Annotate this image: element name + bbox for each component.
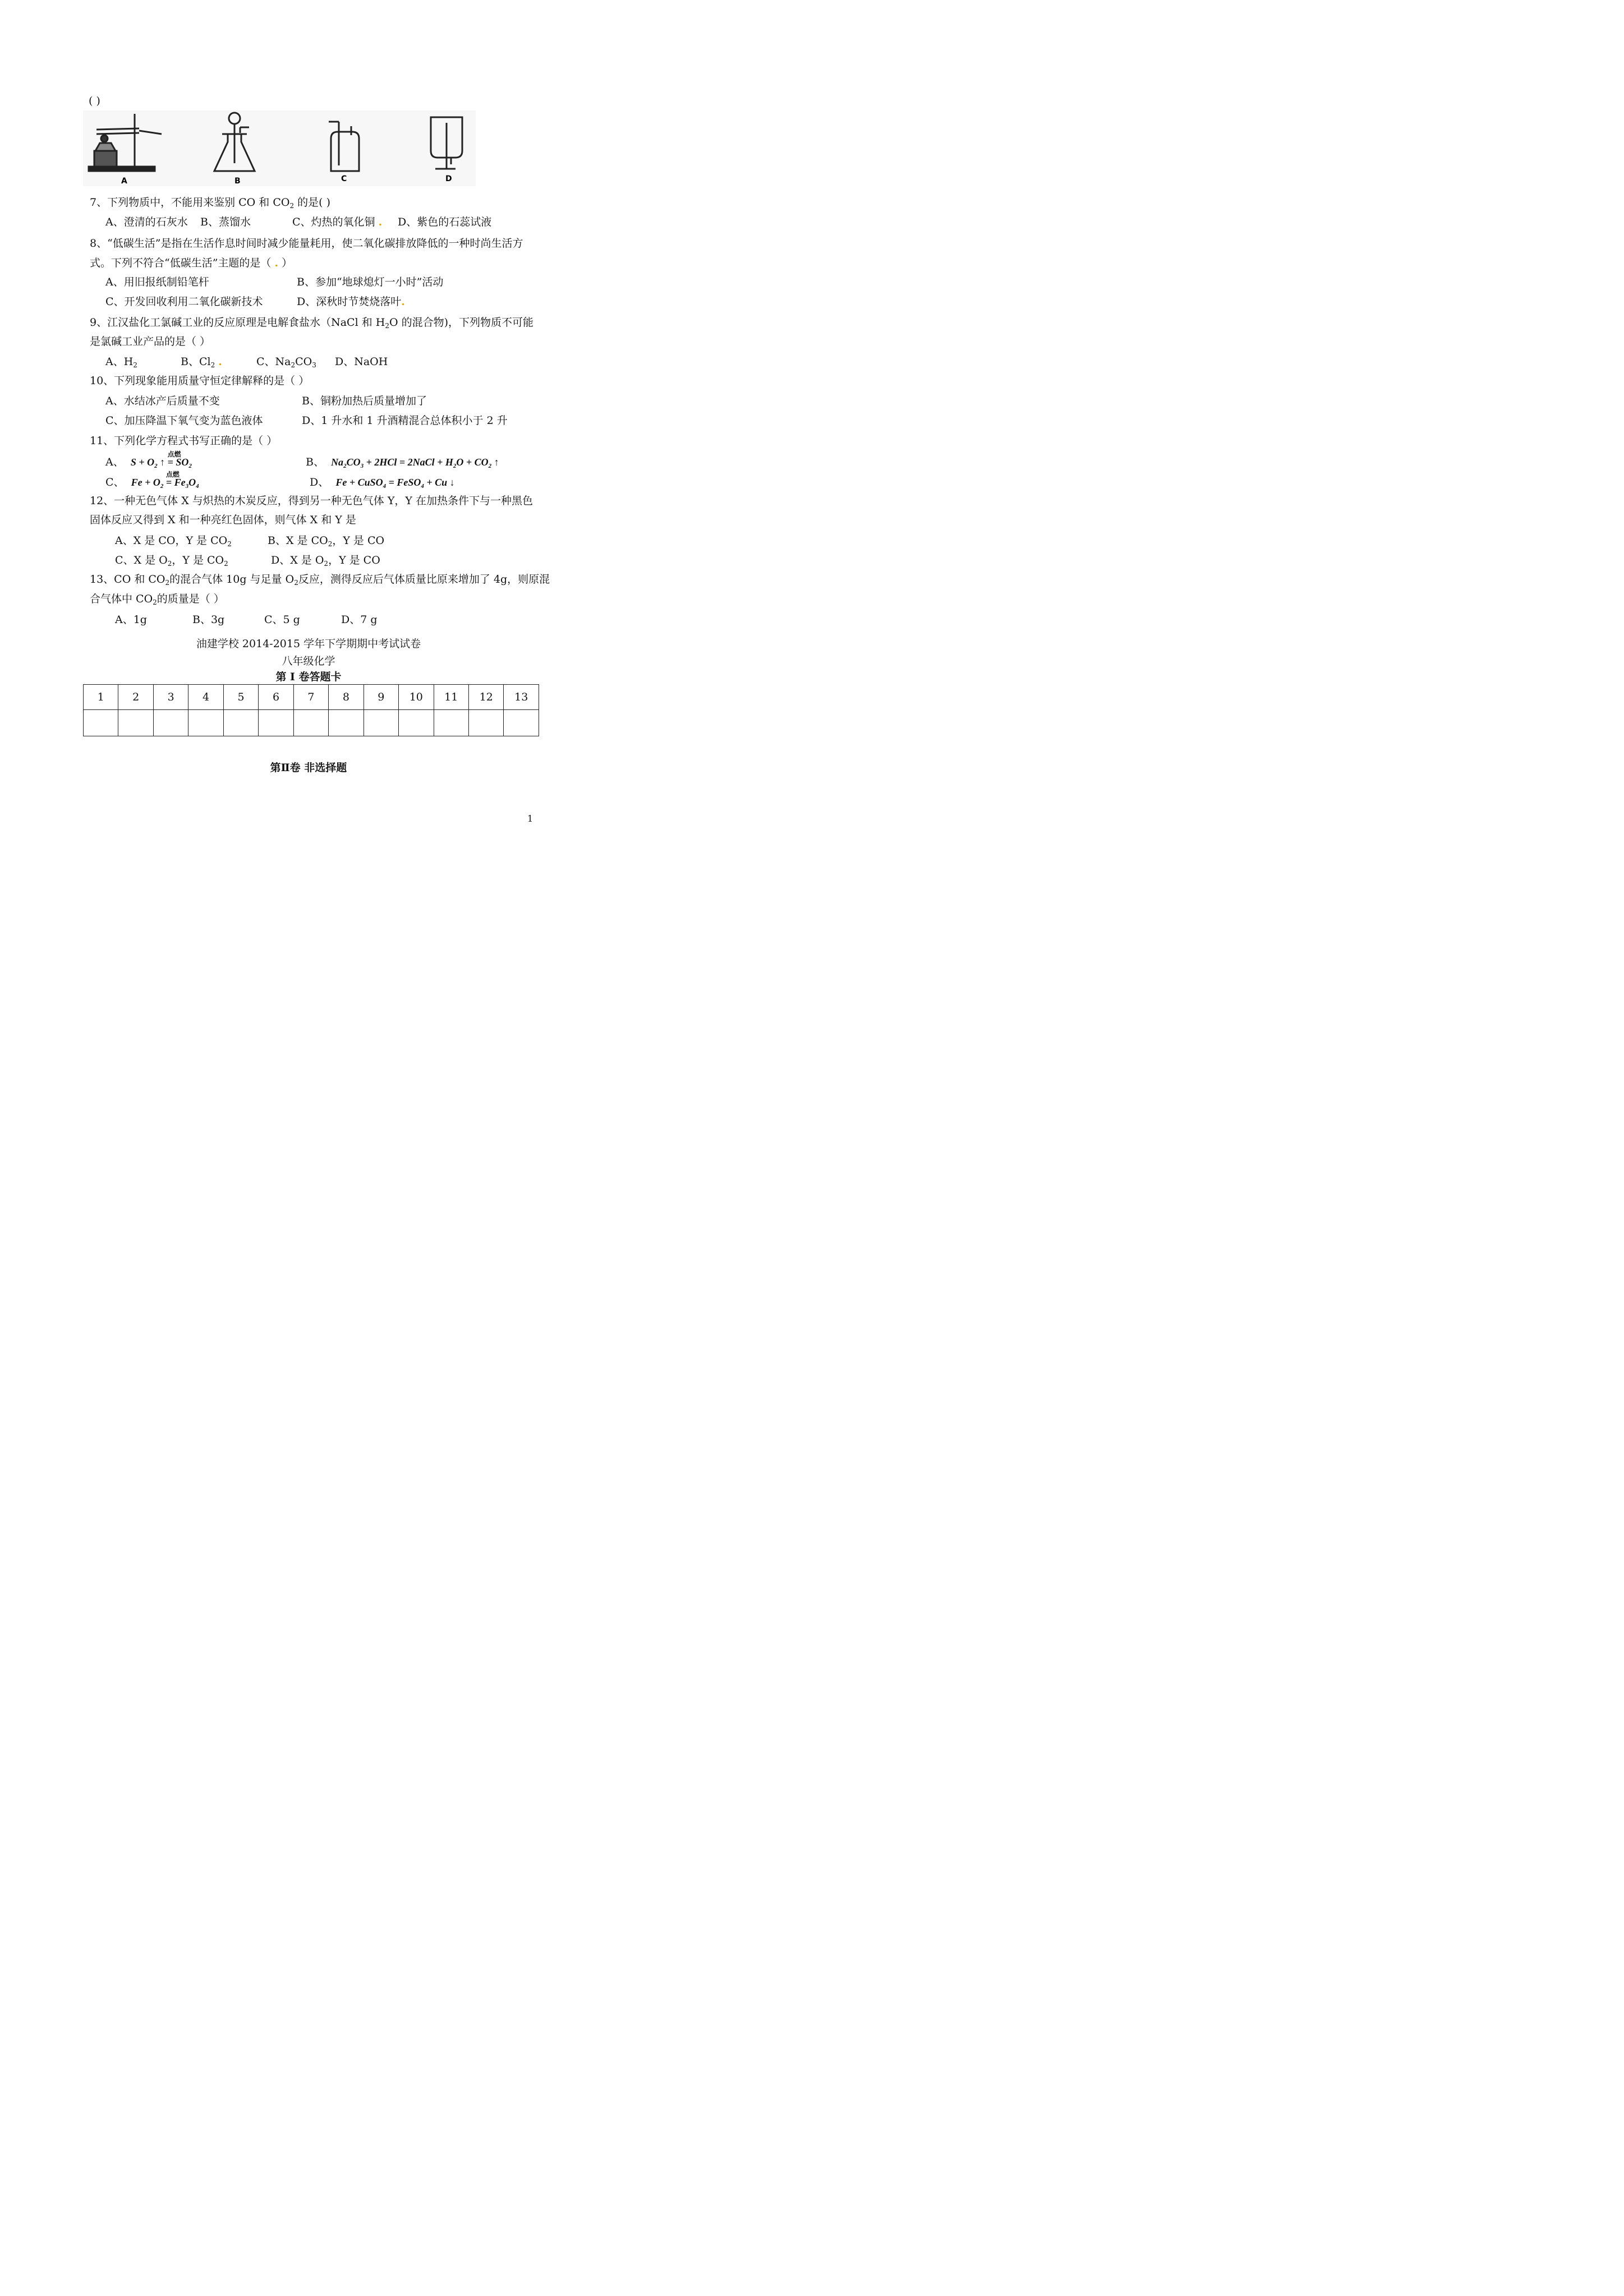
question-9-option-c: C、$Na_2CO_3$ <box>256 356 316 369</box>
answer-cell[interactable] <box>399 710 434 736</box>
question-12-option-a: A、X 是 CO，Y 是 $CO_2$ <box>115 534 232 548</box>
question-12-option-c: C、X 是 $O_2$，Y 是 $CO_2$ <box>115 554 228 568</box>
question-8-stem-line1: 8、“低碳生活”是指在生活作息时间时减少能量耗用，使二氧化碳排放降低的一种时尚生活方 <box>90 237 523 250</box>
answer-col-11: 11 <box>434 685 468 710</box>
answer-cell[interactable] <box>188 710 223 736</box>
answer-cell[interactable] <box>118 710 153 736</box>
answer-cell[interactable] <box>364 710 398 736</box>
answer-col-4: 4 <box>188 685 223 710</box>
question-9-stem-line2: 是氯碱工业产品的是（ ） <box>90 335 211 348</box>
answer-cell[interactable] <box>153 710 188 736</box>
answer-col-2: 2 <box>118 685 153 710</box>
answer-col-8: 8 <box>329 685 364 710</box>
apparatus-label-c: C <box>341 174 347 183</box>
question-answer-paren: ( ) <box>89 95 100 107</box>
question-13-stem-line1: 13、CO 和 $CO_2$的混合气体 10g 与足量 $O_2$反应，测得反应后气体质量比原来增加了 4g，则原混 <box>90 573 550 587</box>
question-12-option-b: B、X 是 $CO_2$，Y 是 CO <box>268 534 385 548</box>
answer-cell[interactable] <box>223 710 258 736</box>
apparatus-label-b: B <box>234 177 241 186</box>
question-13-option-b: B、3g <box>192 614 225 626</box>
answer-table-header-row <box>84 685 539 710</box>
question-10-option-a: A、水结冰产后质量不变 <box>105 395 220 407</box>
question-13-option-d: D、7 g <box>341 614 378 626</box>
question-10-option-c: C、加压降温下氧气变为蓝色液体 <box>105 414 263 427</box>
question-9-stem-line1: 9、江汉盐化工氯碱工业的反应原理是电解食盐水（NaCl 和 $H_2O$ 的混合物)，下列物质不可能 <box>90 316 533 330</box>
exam-grade-title: 八年级化学 <box>282 655 335 667</box>
answer-cell[interactable] <box>293 710 328 736</box>
exam-school-title: 油建学校 2014-2015 学年下学期期中考试试卷 <box>196 638 421 650</box>
page-number: 1 <box>527 813 533 824</box>
section-2-title: 第Ⅱ卷 非选择题 <box>270 762 347 774</box>
answer-col-9: 9 <box>364 685 398 710</box>
answer-table-blank-row <box>84 710 539 736</box>
question-11-stem: 11、下列化学方程式书写正确的是（ ） <box>90 435 278 447</box>
question-8-option-b: B、参加“地球熄灯一小时”活动 <box>297 276 444 288</box>
question-7-stem: 7、下列物质中，不能用来鉴别 CO 和 $CO_2$ 的是( ) <box>90 196 330 210</box>
question-13-option-a: A、1g <box>115 614 147 626</box>
answer-cell[interactable] <box>468 710 503 736</box>
question-8-option-c: C、开发回收利用二氧化碳新技术 <box>105 296 263 308</box>
question-11-option-c: C、 $Fe + O_2$ 点燃 = $Fe_3O_4$ <box>105 471 199 490</box>
question-11-option-b: B、 $Na_2CO_3 + 2HCl$ = 2NaCl + $H_2O + CO_2$ ↑ <box>306 456 499 469</box>
question-10-stem: 10、下列现象能用质量守恒定律解释的是（ ） <box>90 375 310 387</box>
question-12-option-d: D、X 是 $O_2$，Y 是 CO <box>271 554 380 568</box>
question-7-option-a: A、澄清的石灰水 <box>105 216 188 228</box>
apparatus-label-d: D <box>445 174 452 183</box>
question-8-stem-line2: 式。下列不符合“低碳生活”主题的是（ . ） <box>90 257 293 269</box>
question-11-option-d: D、 Fe + CuSO$_4$ = FeSO$_4$ + Cu ↓ <box>310 476 455 490</box>
apparatus-label-a: A <box>121 177 127 186</box>
answer-cell[interactable] <box>504 710 539 736</box>
question-7-option-d: D、紫色的石蕊试液 <box>398 216 492 228</box>
apparatus-figure <box>83 110 476 186</box>
answer-card-title: 第 I 卷答题卡 <box>275 671 342 683</box>
answer-table <box>83 684 539 736</box>
answer-cell[interactable] <box>84 710 118 736</box>
question-7-option-c: C、灼热的氧化铜 . <box>292 216 383 228</box>
answer-cell[interactable] <box>259 710 293 736</box>
question-8-option-a: A、用旧报纸制铅笔杆 <box>105 276 209 288</box>
answer-col-1: 1 <box>84 685 118 710</box>
answer-col-13: 13 <box>504 685 539 710</box>
question-10-option-d: D、1 升水和 1 升酒精混合总体积小于 2 升 <box>302 414 508 427</box>
question-7-option-b: B、蒸馏水 <box>200 216 251 228</box>
answer-col-6: 6 <box>259 685 293 710</box>
question-9-option-a: A、$H_2$ <box>105 356 137 369</box>
question-8-option-d: D、深秋时节焚烧落叶. <box>297 296 405 308</box>
question-10-option-b: B、铜粉加热后质量增加了 <box>302 395 427 407</box>
answer-cell[interactable] <box>329 710 364 736</box>
answer-col-7: 7 <box>293 685 328 710</box>
answer-col-10: 10 <box>399 685 434 710</box>
question-13-stem-line2: 合气体中 $CO_2$的质量是（ ） <box>90 593 224 606</box>
answer-col-5: 5 <box>223 685 258 710</box>
question-11-option-a: A、 $S + O_2$ ↑ 点燃 = $SO_2$ <box>105 450 192 469</box>
question-9-option-d: D、NaOH <box>335 356 388 368</box>
question-13-option-c: C、5 g <box>264 614 300 626</box>
answer-cell[interactable] <box>434 710 468 736</box>
question-9-option-b: B、$Cl_2$ . <box>181 356 222 369</box>
answer-col-12: 12 <box>468 685 503 710</box>
question-12-stem-line2: 固体反应又得到 X 和一种亮红色固体，则气体 X 和 Y 是 <box>90 514 356 526</box>
question-12-stem-line1: 12、一种无色气体 X 与炽热的木炭反应，得到另一种无色气体 Y，Y 在加热条件下与一种黑色 <box>90 495 533 507</box>
answer-col-3: 3 <box>153 685 188 710</box>
